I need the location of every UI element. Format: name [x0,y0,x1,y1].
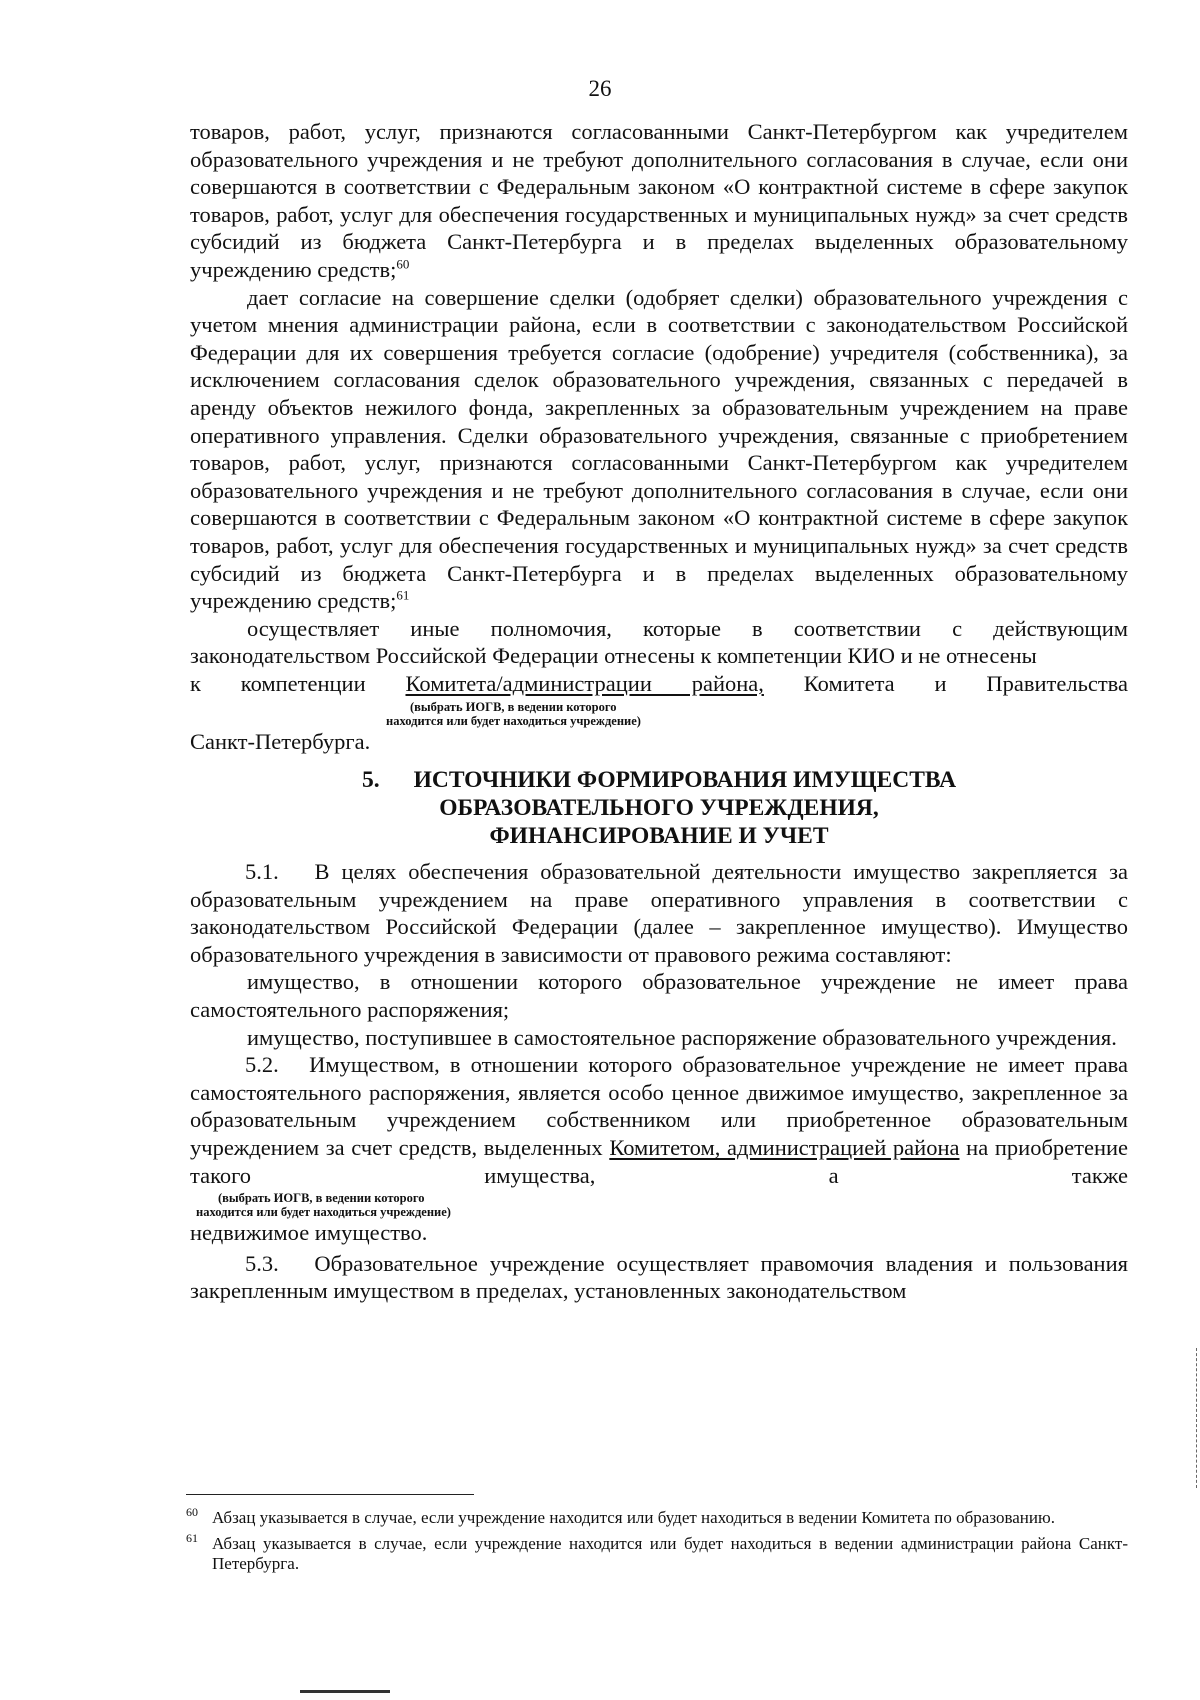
paragraph-other-powers-competence [190,670,1128,698]
footnote-61 [186,1531,1128,1574]
authority-placeholder: Комитета/администрации района, [405,670,764,696]
clause-5-2-hint-line-2: находится или будет находиться учреждение) [196,1205,451,1220]
paragraph-other-powers-end: Санкт-Петербурга. [190,729,371,755]
clause-5-3: 5.3. Образовательное учреждение осуществляет правомочия владения и пользования закрепленным имуществом в пределах, установленных законодательством [190,1250,1134,1304]
paragraph-other-powers: осуществляет иные полномочия, которые в соответствии с действующим законодательством Российской Федерации отнесены к компетенции КИО и не отнесены [190,615,1128,669]
authority-hint-line-1: (выбрать ИОГВ, в ведении которого [410,700,617,715]
footnote-text: Абзац указывается в случае, если учреждение находится или будет находиться в ведении администрации района Санкт-Петербурга. [212,1534,1128,1573]
competence-suffix: Комитета и Правительства [803,670,1128,696]
competence-prefix: к компетенции [190,670,366,696]
clause-5-2-hint-line-1: (выбрать ИОГВ, в ведении которого [218,1191,425,1206]
scan-edge-mark [1196,1348,1197,1488]
footnote-mark: 60 [186,1505,198,1519]
page-number: 26 [588,76,612,101]
section-heading [190,766,1128,850]
scan-bottom-mark [300,1690,390,1693]
clause-5-2-end: недвижимое имущество. [190,1220,428,1246]
footnote-text: Абзац указывается в случае, если учреждение находится или будет находиться в ведении Комитета по образованию. [212,1508,1055,1527]
clause-5-1-item-b: имущество, поступившее в самостоятельное распоряжение образовательного учреждения. [247,1024,1117,1050]
clause-5-1: 5.1. В целях обеспечения образовательной деятельности имущество закрепляется за образовательным учреждением на праве оперативного управления в соответствии с законодательством Российской Федерации (далее – закрепленное имущество). Имущество образовательного учреждения в зависимости от правового режима составляют: [190,859,1134,967]
footnote-separator [186,1494,474,1495]
section-title-line-3: ФИНАНСИРОВАНИЕ И УЧЕТ [489,823,829,850]
section-title-line-2: ОБРАЗОВАТЕЛЬНОГО УЧРЕЖДЕНИЯ, [439,795,879,822]
clause-5-1-item-a: имущество, в отношении которого образовательное учреждение не имеет права самостоятельного распоряжения; [190,969,1128,1023]
clause-5-2-authority-placeholder: Комитетом, администрацией района [609,1135,960,1160]
authority-hint-line-2: находится или будет находиться учреждение) [386,714,641,729]
footnotes [186,1505,1128,1580]
clause-5-2-text: 5.2. Имуществом, в отношении которого образовательное учреждение не имеет права самостоятельного распоряжения, является особо ценное движимое имущество, закрепленное за образовательным учреждением собственником или приобретенное образовательным учреждением за счет средств, выделенных [190,1052,1134,1160]
footnote-mark: 61 [186,1531,198,1545]
paragraph-consent-text: дает согласие на совершение сделки (одобряет сделки) образовательного учреждения с учетом мнения администрации района, если в соответствии с законодательством Российской Федерации для их совершения требуется согласие (одобрение) учредителя (собственника), за исключением согласования сделок образовательного учреждения, связанных с передачей в аренду объектов нежилого фонда, закрепленных за образовательным учреждением на праве оперативного управления. Сделки образовательного учреждения, связанные с приобретением товаров, работ, услуг, признаются согласованными Санкт-Петербургом как учредителем образовательного учреждения и не требуют дополнительного согласования в случае, если они совершаются в соответствии с Федеральным законом «О контрактной системе в сфере закупок товаров, работ, услуг для обеспечения государственных и муниципальных нужд» за счет средств субсидий из бюджета Санкт-Петербурга и в пределах выделенных образовательному учреждению средств; [190,284,1128,614]
section-title-line-1: ИСТОЧНИКИ ФОРМИРОВАНИЯ ИМУЩЕСТВА [413,767,957,794]
document-body [190,118,1134,1305]
paragraph-consent [190,284,1128,615]
paragraph-procurement [190,118,1128,284]
paragraph-procurement-text: товаров, работ, услуг, признаются согласованными Санкт-Петербургом как учредителем образовательного учреждения и не требуют дополнительного согласования в случае, если они совершаются в соответствии с Федеральным законом «О контрактной системе в сфере закупок товаров, работ, услуг для обеспечения государственных и муниципальных нужд» за счет средств субсидий из бюджета Санкт-Петербурга и в пределах выделенных образовательному учреждению средств; [190,119,1128,282]
clause-5-2 [190,1051,1134,1189]
clause-5-2-suffix: на приобретение такого имущества, а также [190,1135,1134,1188]
footnote-ref-61[interactable]: 61 [396,587,410,603]
section-number: 5. [361,767,380,794]
footnote-ref-60[interactable]: 60 [396,256,410,272]
footnote-60 [186,1505,1128,1528]
